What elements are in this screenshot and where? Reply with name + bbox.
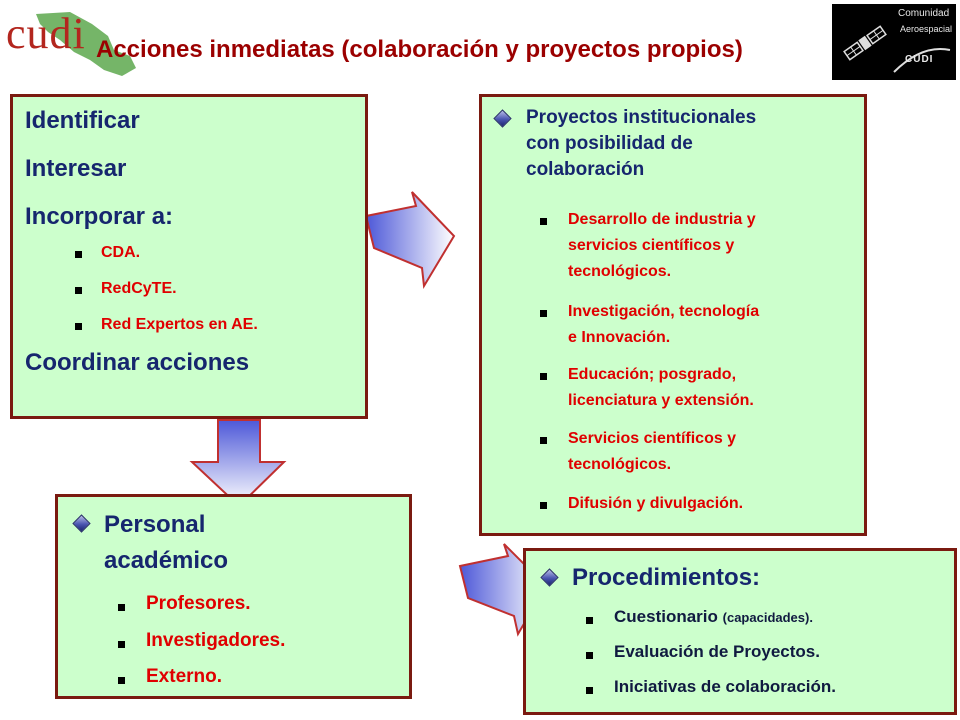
projects-bullet-3 [568, 362, 754, 414]
procedures-bullet-iniciativas: Iniciativas de colaboración. [614, 677, 837, 696]
bullet-square [540, 502, 547, 509]
item-incorporar: Incorporar a: [25, 203, 174, 230]
page-title: Acciones inmediatas (colaboración y proyectos propios) [96, 36, 743, 63]
bullet-square [540, 218, 547, 225]
diamond-bullet-icon [493, 109, 511, 127]
bullet-square [540, 373, 547, 380]
heading-line: académico [104, 547, 229, 574]
sub-item-redcyte: RedCyTE. [101, 280, 177, 297]
procedures-bullet-evaluacion: Evaluación de Proyectos. [614, 642, 820, 661]
satellite-icon [840, 18, 890, 68]
bullet-square [118, 604, 125, 611]
badge-line2: Aeroespacial [900, 24, 953, 34]
bullet-square [586, 652, 593, 659]
personal-heading [104, 507, 228, 579]
badge-line3: CUDI [905, 54, 934, 65]
bullet-square [75, 287, 82, 294]
item-interesar: Interesar [25, 155, 127, 182]
bullet-line: e Innovación. [568, 329, 671, 346]
bullet-line: servicios científicos y [568, 237, 735, 254]
item-coordinar: Coordinar acciones [25, 349, 250, 376]
bullet-square [75, 323, 82, 330]
bullet-line: Desarrollo de industria y [568, 211, 756, 228]
bullet-line: tecnológicos. [568, 456, 672, 473]
heading-line: con posibilidad de [526, 133, 693, 154]
bullet-square [586, 617, 593, 624]
projects-heading [526, 105, 756, 183]
bullet-line: licenciatura y extensión. [568, 392, 754, 409]
procedures-heading: Procedimientos: [572, 564, 761, 591]
procedures-bullet-cuestionario [614, 607, 813, 627]
personal-bullet-externo: Externo. [146, 666, 223, 687]
sub-item-red-expertos: Red Expertos en AE. [101, 316, 258, 333]
cudi-logo: cudi [6, 9, 86, 58]
bullet-line: tecnológicos. [568, 263, 672, 280]
diamond-bullet-icon [72, 514, 90, 532]
bullet-main-text: Cuestionario [614, 607, 718, 626]
projects-box [479, 94, 867, 536]
badge-line1: Comunidad [898, 8, 950, 19]
bullet-square [118, 641, 125, 648]
bullet-line: Investigación, tecnología [568, 303, 760, 320]
bullet-square [540, 310, 547, 317]
projects-bullet-2 [568, 299, 759, 351]
heading-line: Personal [104, 511, 206, 538]
diamond-bullet-icon [540, 568, 558, 586]
projects-bullet-1 [568, 207, 756, 285]
item-identificar: Identificar [25, 107, 140, 134]
bullet-square [586, 687, 593, 694]
bullet-small-text: (capacidades). [722, 610, 813, 625]
bullet-line: Difusión y divulgación. [568, 495, 744, 512]
procedures-box [523, 548, 957, 715]
bullet-line: Educación; posgrado, [568, 366, 737, 383]
personal-bullet-profesores: Profesores. [146, 593, 251, 614]
heading-line: Proyectos institucionales [526, 107, 757, 128]
projects-bullet-5 [568, 491, 743, 517]
actions-box [10, 94, 368, 419]
bullet-square [540, 437, 547, 444]
personal-bullet-investigadores: Investigadores. [146, 630, 286, 651]
bullet-line: Servicios científicos y [568, 430, 737, 447]
bullet-square [75, 251, 82, 258]
bullet-square [118, 677, 125, 684]
sub-item-cda: CDA. [101, 244, 141, 261]
right-arrow-top [362, 190, 460, 290]
heading-line: colaboración [526, 159, 645, 180]
personal-box [55, 494, 412, 699]
projects-bullet-4 [568, 426, 736, 478]
